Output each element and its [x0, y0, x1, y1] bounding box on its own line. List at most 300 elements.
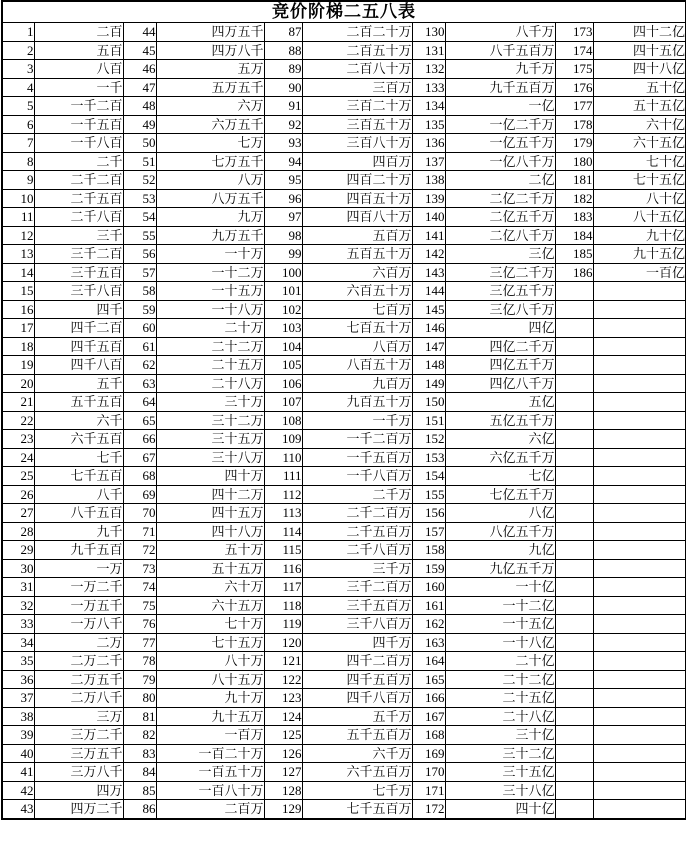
index-cell: 107 — [264, 393, 302, 412]
index-cell — [555, 356, 593, 375]
index-cell: 40 — [2, 744, 34, 763]
index-cell: 144 — [412, 282, 445, 301]
table-row — [2, 559, 686, 578]
amount-cell: 八十亿 — [593, 189, 686, 208]
index-cell: 85 — [123, 781, 156, 800]
table-row — [2, 356, 686, 375]
table-row — [2, 263, 686, 282]
index-cell: 27 — [2, 504, 34, 523]
index-cell: 30 — [2, 559, 34, 578]
index-cell: 114 — [264, 522, 302, 541]
index-cell: 169 — [412, 744, 445, 763]
amount-cell — [593, 448, 686, 467]
index-cell: 59 — [123, 300, 156, 319]
amount-cell: 一万五千 — [34, 596, 123, 615]
amount-cell — [593, 541, 686, 560]
index-cell: 102 — [264, 300, 302, 319]
amount-cell: 二千五百万 — [302, 522, 412, 541]
amount-cell — [593, 374, 686, 393]
amount-cell: 三亿二千万 — [445, 263, 555, 282]
amount-cell: 八百五十万 — [302, 356, 412, 375]
table-row — [2, 448, 686, 467]
amount-cell: 三十五亿 — [445, 763, 555, 782]
table-row — [2, 485, 686, 504]
amount-cell: 三千二百 — [34, 245, 123, 264]
index-cell: 19 — [2, 356, 34, 375]
amount-cell: 二千五百 — [34, 189, 123, 208]
amount-cell: 一十八万 — [156, 300, 264, 319]
index-cell — [555, 615, 593, 634]
index-cell: 113 — [264, 504, 302, 523]
index-cell: 159 — [412, 559, 445, 578]
amount-cell: 八亿 — [445, 504, 555, 523]
index-cell: 76 — [123, 615, 156, 634]
amount-cell — [593, 467, 686, 486]
index-cell: 48 — [123, 97, 156, 116]
amount-cell: 六十亿 — [593, 115, 686, 134]
index-cell: 44 — [123, 23, 156, 42]
index-cell: 176 — [555, 78, 593, 97]
index-cell: 75 — [123, 596, 156, 615]
index-cell: 63 — [123, 374, 156, 393]
amount-cell: 六百五十万 — [302, 282, 412, 301]
amount-cell: 四百万 — [302, 152, 412, 171]
index-cell: 127 — [264, 763, 302, 782]
table-row — [2, 78, 686, 97]
amount-cell: 六百万 — [302, 263, 412, 282]
amount-cell — [593, 707, 686, 726]
amount-cell: 八千 — [34, 485, 123, 504]
table-row — [2, 578, 686, 597]
index-cell: 16 — [2, 300, 34, 319]
index-cell: 33 — [2, 615, 34, 634]
index-cell: 172 — [412, 800, 445, 819]
amount-cell: 二千八百 — [34, 208, 123, 227]
index-cell: 9 — [2, 171, 34, 190]
table-row — [2, 689, 686, 708]
amount-cell: 一千八百万 — [302, 467, 412, 486]
amount-cell: 二千万 — [302, 485, 412, 504]
index-cell: 131 — [412, 41, 445, 60]
amount-cell — [593, 596, 686, 615]
table-row — [2, 541, 686, 560]
index-cell: 161 — [412, 596, 445, 615]
amount-cell: 九十五亿 — [593, 245, 686, 264]
amount-cell: 七十亿 — [593, 152, 686, 171]
index-cell: 140 — [412, 208, 445, 227]
index-cell: 115 — [264, 541, 302, 560]
amount-cell: 四十八亿 — [593, 60, 686, 79]
amount-cell: 二百八十万 — [302, 60, 412, 79]
amount-cell — [593, 578, 686, 597]
index-cell: 38 — [2, 707, 34, 726]
table-row — [2, 726, 686, 745]
index-cell: 137 — [412, 152, 445, 171]
index-cell: 104 — [264, 337, 302, 356]
amount-cell: 五万 — [156, 60, 264, 79]
amount-cell: 一十二亿 — [445, 596, 555, 615]
amount-cell: 六亿五千万 — [445, 448, 555, 467]
amount-cell: 七百万 — [302, 300, 412, 319]
index-cell: 37 — [2, 689, 34, 708]
index-cell: 45 — [123, 41, 156, 60]
amount-cell: 八十万 — [156, 652, 264, 671]
index-cell: 155 — [412, 485, 445, 504]
amount-cell: 七十五亿 — [593, 171, 686, 190]
amount-cell: 三亿八千万 — [445, 300, 555, 319]
amount-cell: 二万五千 — [34, 670, 123, 689]
amount-cell: 一百五十万 — [156, 763, 264, 782]
amount-cell: 四千万 — [302, 633, 412, 652]
index-cell: 41 — [2, 763, 34, 782]
index-cell: 79 — [123, 670, 156, 689]
amount-cell: 四千二百万 — [302, 652, 412, 671]
index-cell — [555, 393, 593, 412]
amount-cell: 四十亿 — [445, 800, 555, 819]
index-cell — [555, 726, 593, 745]
table-row — [2, 319, 686, 338]
index-cell: 15 — [2, 282, 34, 301]
amount-cell: 五百 — [34, 41, 123, 60]
amount-cell: 七万 — [156, 134, 264, 153]
index-cell: 62 — [123, 356, 156, 375]
amount-cell: 三百八十万 — [302, 134, 412, 153]
amount-cell: 七千万 — [302, 781, 412, 800]
index-cell: 109 — [264, 430, 302, 449]
index-cell: 124 — [264, 707, 302, 726]
index-cell: 158 — [412, 541, 445, 560]
table-row — [2, 300, 686, 319]
amount-cell — [593, 633, 686, 652]
amount-cell: 七百五十万 — [302, 319, 412, 338]
index-cell: 164 — [412, 652, 445, 671]
amount-cell — [593, 652, 686, 671]
index-cell: 28 — [2, 522, 34, 541]
table-row — [2, 189, 686, 208]
index-cell: 171 — [412, 781, 445, 800]
amount-cell: 三十二万 — [156, 411, 264, 430]
index-cell: 50 — [123, 134, 156, 153]
amount-cell: 三亿五千万 — [445, 282, 555, 301]
amount-cell: 一千万 — [302, 411, 412, 430]
amount-cell: 四十二亿 — [593, 23, 686, 42]
amount-cell: 一百二十万 — [156, 744, 264, 763]
amount-cell: 一亿 — [445, 97, 555, 116]
amount-cell: 二百万 — [156, 800, 264, 819]
amount-cell: 四十五亿 — [593, 41, 686, 60]
amount-cell: 八千五百万 — [445, 41, 555, 60]
index-cell: 106 — [264, 374, 302, 393]
amount-cell: 三万八千 — [34, 763, 123, 782]
index-cell: 146 — [412, 319, 445, 338]
amount-cell: 四十五万 — [156, 504, 264, 523]
index-cell: 7 — [2, 134, 34, 153]
index-cell: 10 — [2, 189, 34, 208]
amount-cell: 三百二十万 — [302, 97, 412, 116]
index-cell: 36 — [2, 670, 34, 689]
index-cell — [555, 319, 593, 338]
index-cell: 98 — [264, 226, 302, 245]
amount-cell — [593, 504, 686, 523]
amount-cell: 七亿五千万 — [445, 485, 555, 504]
amount-cell — [593, 763, 686, 782]
index-cell: 97 — [264, 208, 302, 227]
index-cell: 100 — [264, 263, 302, 282]
amount-cell — [593, 337, 686, 356]
index-cell: 162 — [412, 615, 445, 634]
amount-cell: 二百二十万 — [302, 23, 412, 42]
amount-cell: 三亿 — [445, 245, 555, 264]
amount-cell: 六十万 — [156, 578, 264, 597]
index-cell: 185 — [555, 245, 593, 264]
index-cell: 136 — [412, 134, 445, 153]
amount-cell: 五百五十万 — [302, 245, 412, 264]
index-cell: 139 — [412, 189, 445, 208]
amount-cell: 二十二万 — [156, 337, 264, 356]
amount-cell: 三万 — [34, 707, 123, 726]
index-cell: 184 — [555, 226, 593, 245]
table-row — [2, 393, 686, 412]
amount-cell: 五千五百 — [34, 393, 123, 412]
amount-cell — [593, 430, 686, 449]
index-cell: 180 — [555, 152, 593, 171]
index-cell: 57 — [123, 263, 156, 282]
amount-cell: 六千万 — [302, 744, 412, 763]
index-cell — [555, 633, 593, 652]
amount-cell: 六千 — [34, 411, 123, 430]
amount-cell: 一百亿 — [593, 263, 686, 282]
index-cell: 147 — [412, 337, 445, 356]
amount-cell: 二千二百万 — [302, 504, 412, 523]
index-cell: 65 — [123, 411, 156, 430]
amount-cell — [593, 744, 686, 763]
amount-cell: 五百万 — [302, 226, 412, 245]
amount-cell: 五十五亿 — [593, 97, 686, 116]
index-cell: 66 — [123, 430, 156, 449]
index-cell: 118 — [264, 596, 302, 615]
index-cell: 24 — [2, 448, 34, 467]
index-cell: 68 — [123, 467, 156, 486]
index-cell: 93 — [264, 134, 302, 153]
amount-cell: 二万 — [34, 633, 123, 652]
amount-cell: 一十亿 — [445, 578, 555, 597]
index-cell: 142 — [412, 245, 445, 264]
amount-cell: 三千万 — [302, 559, 412, 578]
amount-cell: 三十万 — [156, 393, 264, 412]
amount-cell — [593, 282, 686, 301]
index-cell: 78 — [123, 652, 156, 671]
table-row — [2, 763, 686, 782]
amount-cell: 六十五亿 — [593, 134, 686, 153]
amount-cell: 三万二千 — [34, 726, 123, 745]
index-cell — [555, 559, 593, 578]
index-cell: 2 — [2, 41, 34, 60]
amount-cell: 九百五十万 — [302, 393, 412, 412]
amount-cell: 八万 — [156, 171, 264, 190]
table-row — [2, 41, 686, 60]
index-cell — [555, 374, 593, 393]
index-cell: 165 — [412, 670, 445, 689]
index-cell: 42 — [2, 781, 34, 800]
index-cell — [555, 430, 593, 449]
amount-cell: 九万 — [156, 208, 264, 227]
index-cell: 1 — [2, 23, 34, 42]
index-cell: 73 — [123, 559, 156, 578]
amount-cell: 四万八千 — [156, 41, 264, 60]
amount-cell: 四万二千 — [34, 800, 123, 819]
amount-cell: 五十五万 — [156, 559, 264, 578]
index-cell: 82 — [123, 726, 156, 745]
index-cell — [555, 485, 593, 504]
index-cell: 130 — [412, 23, 445, 42]
index-cell: 148 — [412, 356, 445, 375]
amount-cell: 四百八十万 — [302, 208, 412, 227]
index-cell: 20 — [2, 374, 34, 393]
index-cell: 163 — [412, 633, 445, 652]
amount-cell: 一亿八千万 — [445, 152, 555, 171]
amount-cell: 五千五百万 — [302, 726, 412, 745]
index-cell — [555, 781, 593, 800]
index-cell — [555, 337, 593, 356]
index-cell: 4 — [2, 78, 34, 97]
index-cell: 99 — [264, 245, 302, 264]
amount-cell: 三千五百万 — [302, 596, 412, 615]
amount-cell: 五千万 — [302, 707, 412, 726]
index-cell: 152 — [412, 430, 445, 449]
amount-cell: 二十二亿 — [445, 670, 555, 689]
index-cell — [555, 522, 593, 541]
amount-cell: 一十八亿 — [445, 633, 555, 652]
amount-cell — [593, 670, 686, 689]
index-cell: 25 — [2, 467, 34, 486]
index-cell: 116 — [264, 559, 302, 578]
index-cell: 67 — [123, 448, 156, 467]
amount-cell: 一十二万 — [156, 263, 264, 282]
amount-cell: 二千八百万 — [302, 541, 412, 560]
index-cell: 34 — [2, 633, 34, 652]
amount-cell: 四千 — [34, 300, 123, 319]
table-row — [2, 744, 686, 763]
amount-cell — [593, 726, 686, 745]
index-cell — [555, 689, 593, 708]
index-cell — [555, 300, 593, 319]
index-cell: 91 — [264, 97, 302, 116]
table-row — [2, 97, 686, 116]
index-cell: 72 — [123, 541, 156, 560]
amount-cell — [593, 522, 686, 541]
index-cell: 89 — [264, 60, 302, 79]
index-cell — [555, 578, 593, 597]
index-cell — [555, 800, 593, 819]
index-cell: 55 — [123, 226, 156, 245]
index-cell: 145 — [412, 300, 445, 319]
index-cell: 60 — [123, 319, 156, 338]
table-row — [2, 652, 686, 671]
amount-cell: 二亿 — [445, 171, 555, 190]
title-row — [2, 1, 686, 23]
amount-cell — [593, 411, 686, 430]
table-row — [2, 245, 686, 264]
table-row — [2, 23, 686, 42]
index-cell: 80 — [123, 689, 156, 708]
index-cell: 125 — [264, 726, 302, 745]
index-cell: 95 — [264, 171, 302, 190]
index-cell: 143 — [412, 263, 445, 282]
index-cell: 5 — [2, 97, 34, 116]
index-cell — [555, 744, 593, 763]
index-cell — [555, 467, 593, 486]
amount-cell: 四亿八千万 — [445, 374, 555, 393]
amount-cell: 九十亿 — [593, 226, 686, 245]
index-cell: 54 — [123, 208, 156, 227]
amount-cell: 四亿五千万 — [445, 356, 555, 375]
index-cell: 12 — [2, 226, 34, 245]
index-cell: 69 — [123, 485, 156, 504]
index-cell: 31 — [2, 578, 34, 597]
amount-cell: 二亿二千万 — [445, 189, 555, 208]
amount-cell: 二十五万 — [156, 356, 264, 375]
index-cell: 96 — [264, 189, 302, 208]
index-cell: 183 — [555, 208, 593, 227]
amount-cell: 七千 — [34, 448, 123, 467]
amount-cell: 四百五十万 — [302, 189, 412, 208]
amount-cell: 七千五百万 — [302, 800, 412, 819]
amount-cell: 四万五千 — [156, 23, 264, 42]
amount-cell: 二万八千 — [34, 689, 123, 708]
amount-cell — [593, 781, 686, 800]
amount-cell: 六亿 — [445, 430, 555, 449]
index-cell: 13 — [2, 245, 34, 264]
index-cell: 132 — [412, 60, 445, 79]
index-cell: 129 — [264, 800, 302, 819]
index-cell: 175 — [555, 60, 593, 79]
amount-cell: 一十五亿 — [445, 615, 555, 634]
table-row — [2, 670, 686, 689]
index-cell: 117 — [264, 578, 302, 597]
index-cell: 150 — [412, 393, 445, 412]
index-cell — [555, 504, 593, 523]
amount-cell: 二万二千 — [34, 652, 123, 671]
index-cell — [555, 763, 593, 782]
amount-cell: 一百万 — [156, 726, 264, 745]
index-cell: 133 — [412, 78, 445, 97]
index-cell: 74 — [123, 578, 156, 597]
amount-cell: 九千 — [34, 522, 123, 541]
index-cell: 90 — [264, 78, 302, 97]
amount-cell: 三千 — [34, 226, 123, 245]
index-cell: 166 — [412, 689, 445, 708]
index-cell: 86 — [123, 800, 156, 819]
index-cell: 11 — [2, 208, 34, 227]
amount-cell: 九千五百万 — [445, 78, 555, 97]
amount-cell: 八千万 — [445, 23, 555, 42]
amount-cell: 三十二亿 — [445, 744, 555, 763]
table-row — [2, 781, 686, 800]
index-cell: 174 — [555, 41, 593, 60]
index-cell — [555, 541, 593, 560]
index-cell: 83 — [123, 744, 156, 763]
amount-cell — [593, 485, 686, 504]
index-cell: 18 — [2, 337, 34, 356]
table-row — [2, 522, 686, 541]
amount-cell: 六十五万 — [156, 596, 264, 615]
index-cell: 53 — [123, 189, 156, 208]
index-cell: 26 — [2, 485, 34, 504]
amount-cell: 三十八亿 — [445, 781, 555, 800]
table-row — [2, 171, 686, 190]
index-cell: 186 — [555, 263, 593, 282]
amount-cell: 一万八千 — [34, 615, 123, 634]
